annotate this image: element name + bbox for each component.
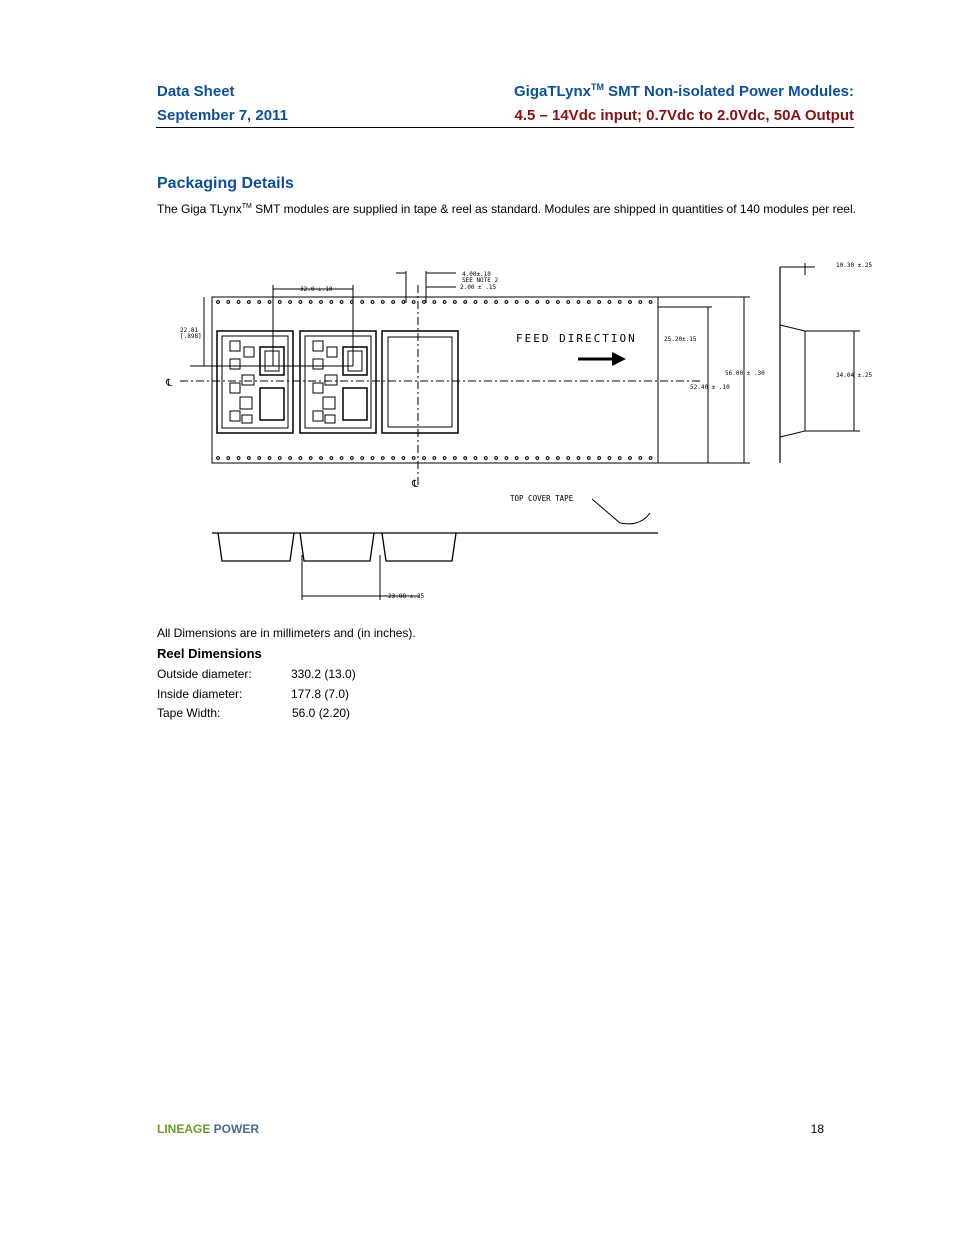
sprocket-hole (505, 301, 508, 304)
dim-cavity-label: 25.20±.15 (664, 336, 697, 343)
sprocket-hole (227, 301, 230, 304)
sprocket-hole (618, 457, 621, 460)
sprocket-hole (299, 301, 302, 304)
sprocket-hole (536, 457, 539, 460)
sprocket-hole (629, 457, 632, 460)
centerline-symbol-left: ℄ (166, 378, 173, 389)
reel-value: 330.2 (13.0) (291, 667, 356, 681)
sprocket-hole (639, 301, 642, 304)
tape-outline (212, 297, 658, 463)
sprocket-hole (381, 301, 384, 304)
sprocket-hole (433, 301, 436, 304)
product-subtitle: 4.5 – 14Vdc input; 0.7Vdc to 2.0Vdc, 50A Output (514, 107, 854, 124)
reel-row-tape-width (157, 706, 350, 720)
sprocket-hole (495, 457, 498, 460)
sprocket-hole (217, 457, 220, 460)
sprocket-hole (423, 457, 426, 460)
sprocket-hole (649, 457, 652, 460)
sprocket-hole (351, 457, 354, 460)
sprocket-hole (278, 457, 281, 460)
reel-label: Outside diameter: (157, 667, 252, 681)
dim-side-label: 34.04 ±.25 (836, 372, 873, 379)
dim-depth-label: 10.30 ±.25 (836, 262, 873, 269)
sprocket-hole (536, 301, 539, 304)
reel-value: 56.0 (2.20) (292, 706, 351, 720)
footer-brand (157, 1122, 259, 1136)
sprocket-hole (464, 457, 467, 460)
trademark-sup: TM (590, 82, 604, 92)
sprocket-hole (330, 301, 333, 304)
sprocket-hole (474, 457, 477, 460)
sprocket-holes-bottom (217, 457, 652, 460)
sprocket-hole (423, 301, 426, 304)
feed-arrow (578, 352, 626, 366)
dim-hole-label: 4.00±.10 (462, 271, 491, 278)
sprocket-hole (402, 457, 405, 460)
sprocket-hole (587, 457, 590, 460)
sprocket-hole (289, 301, 292, 304)
section-pocket-3 (382, 533, 456, 561)
section-pocket-2 (300, 533, 374, 561)
sprocket-hole (526, 301, 529, 304)
sprocket-hole (608, 301, 611, 304)
note-label: SEE NOTE 2 (462, 277, 499, 284)
sprocket-hole (649, 301, 652, 304)
sprocket-hole (258, 301, 261, 304)
module-2 (305, 336, 371, 428)
sprocket-hole (577, 457, 580, 460)
packaging-paragraph (157, 202, 857, 217)
sprocket-hole (309, 457, 312, 460)
sprocket-hole (587, 301, 590, 304)
sprocket-hole (330, 457, 333, 460)
dim-left-label: 22.81 (180, 327, 199, 334)
dim-offset-label: 2.00 ± .15 (460, 284, 497, 291)
sprocket-hole (320, 457, 323, 460)
reel-label: Tape Width: (157, 706, 221, 720)
doc-type-label: Data Sheet (157, 83, 235, 100)
sprocket-hole (454, 301, 457, 304)
reel-title: Reel Dimensions (157, 646, 262, 661)
dim-left-inch-label: [.898] (180, 333, 202, 340)
feed-direction-label: FEED DIRECTION (516, 332, 637, 345)
sprocket-hole (381, 457, 384, 460)
sprocket-holes-top (217, 301, 652, 304)
sprocket-hole (567, 301, 570, 304)
sprocket-hole (639, 457, 642, 460)
para-start: The Giga TLynx (157, 202, 242, 216)
pocket-3 (382, 331, 458, 433)
module-1 (222, 336, 288, 428)
sprocket-hole (268, 301, 271, 304)
page-number: 18 (810, 1122, 824, 1136)
sprocket-hole (237, 301, 240, 304)
sprocket-hole (598, 301, 601, 304)
sprocket-hole (371, 301, 374, 304)
para-rest: SMT modules are supplied in tape & reel as standard. Modules are shipped in quantities of 140 modules per reel. (251, 202, 856, 216)
sprocket-hole (598, 457, 601, 460)
sprocket-hole (361, 301, 364, 304)
pocket-3-inner (388, 337, 452, 427)
sprocket-hole (299, 457, 302, 460)
brand-power: POWER (210, 1122, 260, 1136)
sprocket-hole (546, 457, 549, 460)
cover-tape-leader (592, 499, 650, 524)
sprocket-hole (484, 301, 487, 304)
cover-tape-label: TOP COVER TAPE (510, 494, 574, 503)
sprocket-hole (268, 457, 271, 460)
product-title-rest: SMT Non-isolated Power Modules: (603, 83, 854, 100)
sprocket-hole (484, 457, 487, 460)
sprocket-hole (371, 457, 374, 460)
sprocket-hole (258, 457, 261, 460)
sprocket-hole (392, 301, 395, 304)
sprocket-hole (433, 457, 436, 460)
reel-label: Inside diameter: (157, 687, 243, 701)
sprocket-hole (557, 301, 560, 304)
sprocket-hole (278, 301, 281, 304)
sprocket-hole (402, 301, 405, 304)
sprocket-hole (248, 457, 251, 460)
sprocket-hole (412, 301, 415, 304)
sprocket-hole (505, 457, 508, 460)
brand-lineage: LINEAGE (157, 1122, 211, 1136)
reel-row-inside (157, 687, 349, 701)
sprocket-hole (217, 301, 220, 304)
dim-width-label: 56.00 ± .30 (725, 370, 765, 377)
reel-value: 177.8 (7.0) (291, 687, 350, 701)
sprocket-hole (526, 457, 529, 460)
sprocket-hole (443, 301, 446, 304)
sprocket-hole (546, 301, 549, 304)
sprocket-hole (227, 457, 230, 460)
dim-center-label: 52.40 ± .10 (690, 384, 730, 391)
doc-date: September 7, 2011 (157, 107, 288, 124)
sprocket-hole (495, 301, 498, 304)
sprocket-hole (618, 301, 621, 304)
sprocket-hole (515, 457, 518, 460)
sprocket-hole (392, 457, 395, 460)
dim-pitch-label: 32.0 ±.10 (300, 286, 333, 293)
sprocket-hole (608, 457, 611, 460)
sprocket-hole (309, 301, 312, 304)
sprocket-hole (340, 457, 343, 460)
sprocket-hole (237, 457, 240, 460)
section-title: Packaging Details (157, 175, 294, 192)
sprocket-hole (443, 457, 446, 460)
sprocket-hole (320, 301, 323, 304)
sprocket-hole (289, 457, 292, 460)
centerline-symbol-bottom: ℄ (412, 479, 419, 490)
sprocket-hole (361, 457, 364, 460)
sprocket-hole (340, 301, 343, 304)
side-profile-pocket (780, 325, 805, 437)
sprocket-hole (515, 301, 518, 304)
sprocket-hole (248, 301, 251, 304)
tape-drawing (160, 255, 880, 605)
sprocket-hole (567, 457, 570, 460)
dim-bottom-label: 23.88 ±.25 (388, 593, 425, 600)
sprocket-hole (412, 457, 415, 460)
para-trademark: TM (241, 203, 252, 210)
dimensions-note: All Dimensions are in millimeters and (in inches). (157, 626, 416, 640)
sprocket-hole (474, 301, 477, 304)
product-title (514, 83, 854, 100)
reel-row-outside (157, 667, 356, 681)
sprocket-hole (464, 301, 467, 304)
header-rule (156, 127, 854, 128)
section-pocket-1 (218, 533, 294, 561)
sprocket-hole (629, 301, 632, 304)
product-title-name: GigaTLynx (514, 83, 591, 100)
sprocket-hole (454, 457, 457, 460)
sprocket-hole (557, 457, 560, 460)
sprocket-hole (577, 301, 580, 304)
